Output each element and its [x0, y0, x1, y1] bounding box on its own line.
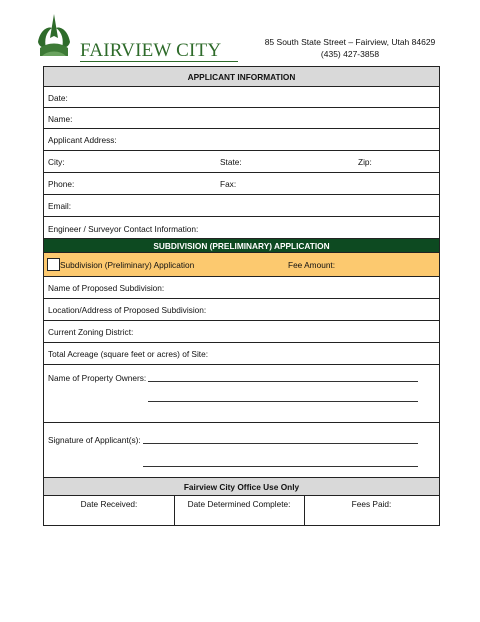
address-row[interactable] [44, 129, 439, 151]
state-label: State: [220, 157, 242, 167]
date-complete-label: Date Determined Complete: [187, 499, 291, 509]
fairview-logo-icon [34, 12, 74, 60]
brand-name: FAIRVIEW CITY [80, 40, 222, 61]
fees-paid-label: Fees Paid: [351, 499, 392, 509]
signature-row [44, 423, 439, 478]
city-label: City: [48, 157, 65, 167]
phone-label: Phone: [48, 179, 75, 189]
zoning-label: Current Zoning District: [48, 327, 134, 337]
engineer-label: Engineer / Surveyor Contact Information: [48, 224, 199, 234]
email-label: Email: [48, 201, 72, 211]
address-label: Applicant Address: [48, 135, 117, 145]
office-use-row [44, 496, 439, 525]
name-label: Name: [48, 114, 73, 124]
office-section-title: Fairview City Office Use Only [183, 482, 300, 492]
date-received-label: Date Received: [80, 499, 138, 509]
phone-fax-row[interactable] [44, 173, 439, 195]
property-owners-line-2[interactable] [148, 401, 418, 402]
subdivision-location-row[interactable] [44, 299, 439, 321]
fee-amount-label: Fee Amount: [288, 260, 336, 270]
signature-line-1[interactable] [143, 443, 418, 444]
subdivision-checkbox-row [44, 253, 439, 277]
applicant-section-title: APPLICANT INFORMATION [187, 72, 296, 82]
office-section-header [44, 478, 439, 496]
acreage-label: Total Acreage (square feet or acres) of Site: [48, 349, 209, 359]
subdivision-name-row[interactable] [44, 277, 439, 299]
subdivision-section-header [44, 239, 439, 253]
property-owners-label: Name of Property Owners: [48, 373, 147, 383]
date-label: Date: [48, 93, 68, 103]
name-row[interactable] [44, 108, 439, 129]
email-row[interactable] [44, 195, 439, 217]
property-owners-line-1[interactable] [148, 381, 418, 382]
acreage-row[interactable] [44, 343, 439, 365]
city-state-zip-row[interactable] [44, 151, 439, 173]
zip-label: Zip: [358, 157, 372, 167]
address-line: 85 South State Street – Fairview, Utah 84629 [264, 37, 436, 47]
subdivision-checkbox[interactable] [47, 258, 60, 271]
signature-label: Signature of Applicant(s): [48, 435, 141, 445]
applicant-section-header [44, 67, 439, 87]
brand-underline [80, 61, 238, 62]
engineer-row[interactable] [44, 217, 439, 239]
subdivision-location-label: Location/Address of Proposed Subdivision: [48, 305, 207, 315]
signature-line-2[interactable] [143, 466, 418, 467]
subdivision-checkbox-label: Subdivision (Preliminary) Application [60, 260, 195, 270]
phone-line: (435) 427-3858 [320, 49, 380, 59]
date-row[interactable] [44, 87, 439, 108]
zoning-row[interactable] [44, 321, 439, 343]
subdivision-section-title: SUBDIVISION (PRELIMINARY) APPLICATION [153, 241, 330, 251]
application-form [43, 66, 440, 526]
property-owners-row [44, 365, 439, 423]
subdivision-name-label: Name of Proposed Subdivision: [48, 283, 165, 293]
fax-label: Fax: [220, 179, 237, 189]
